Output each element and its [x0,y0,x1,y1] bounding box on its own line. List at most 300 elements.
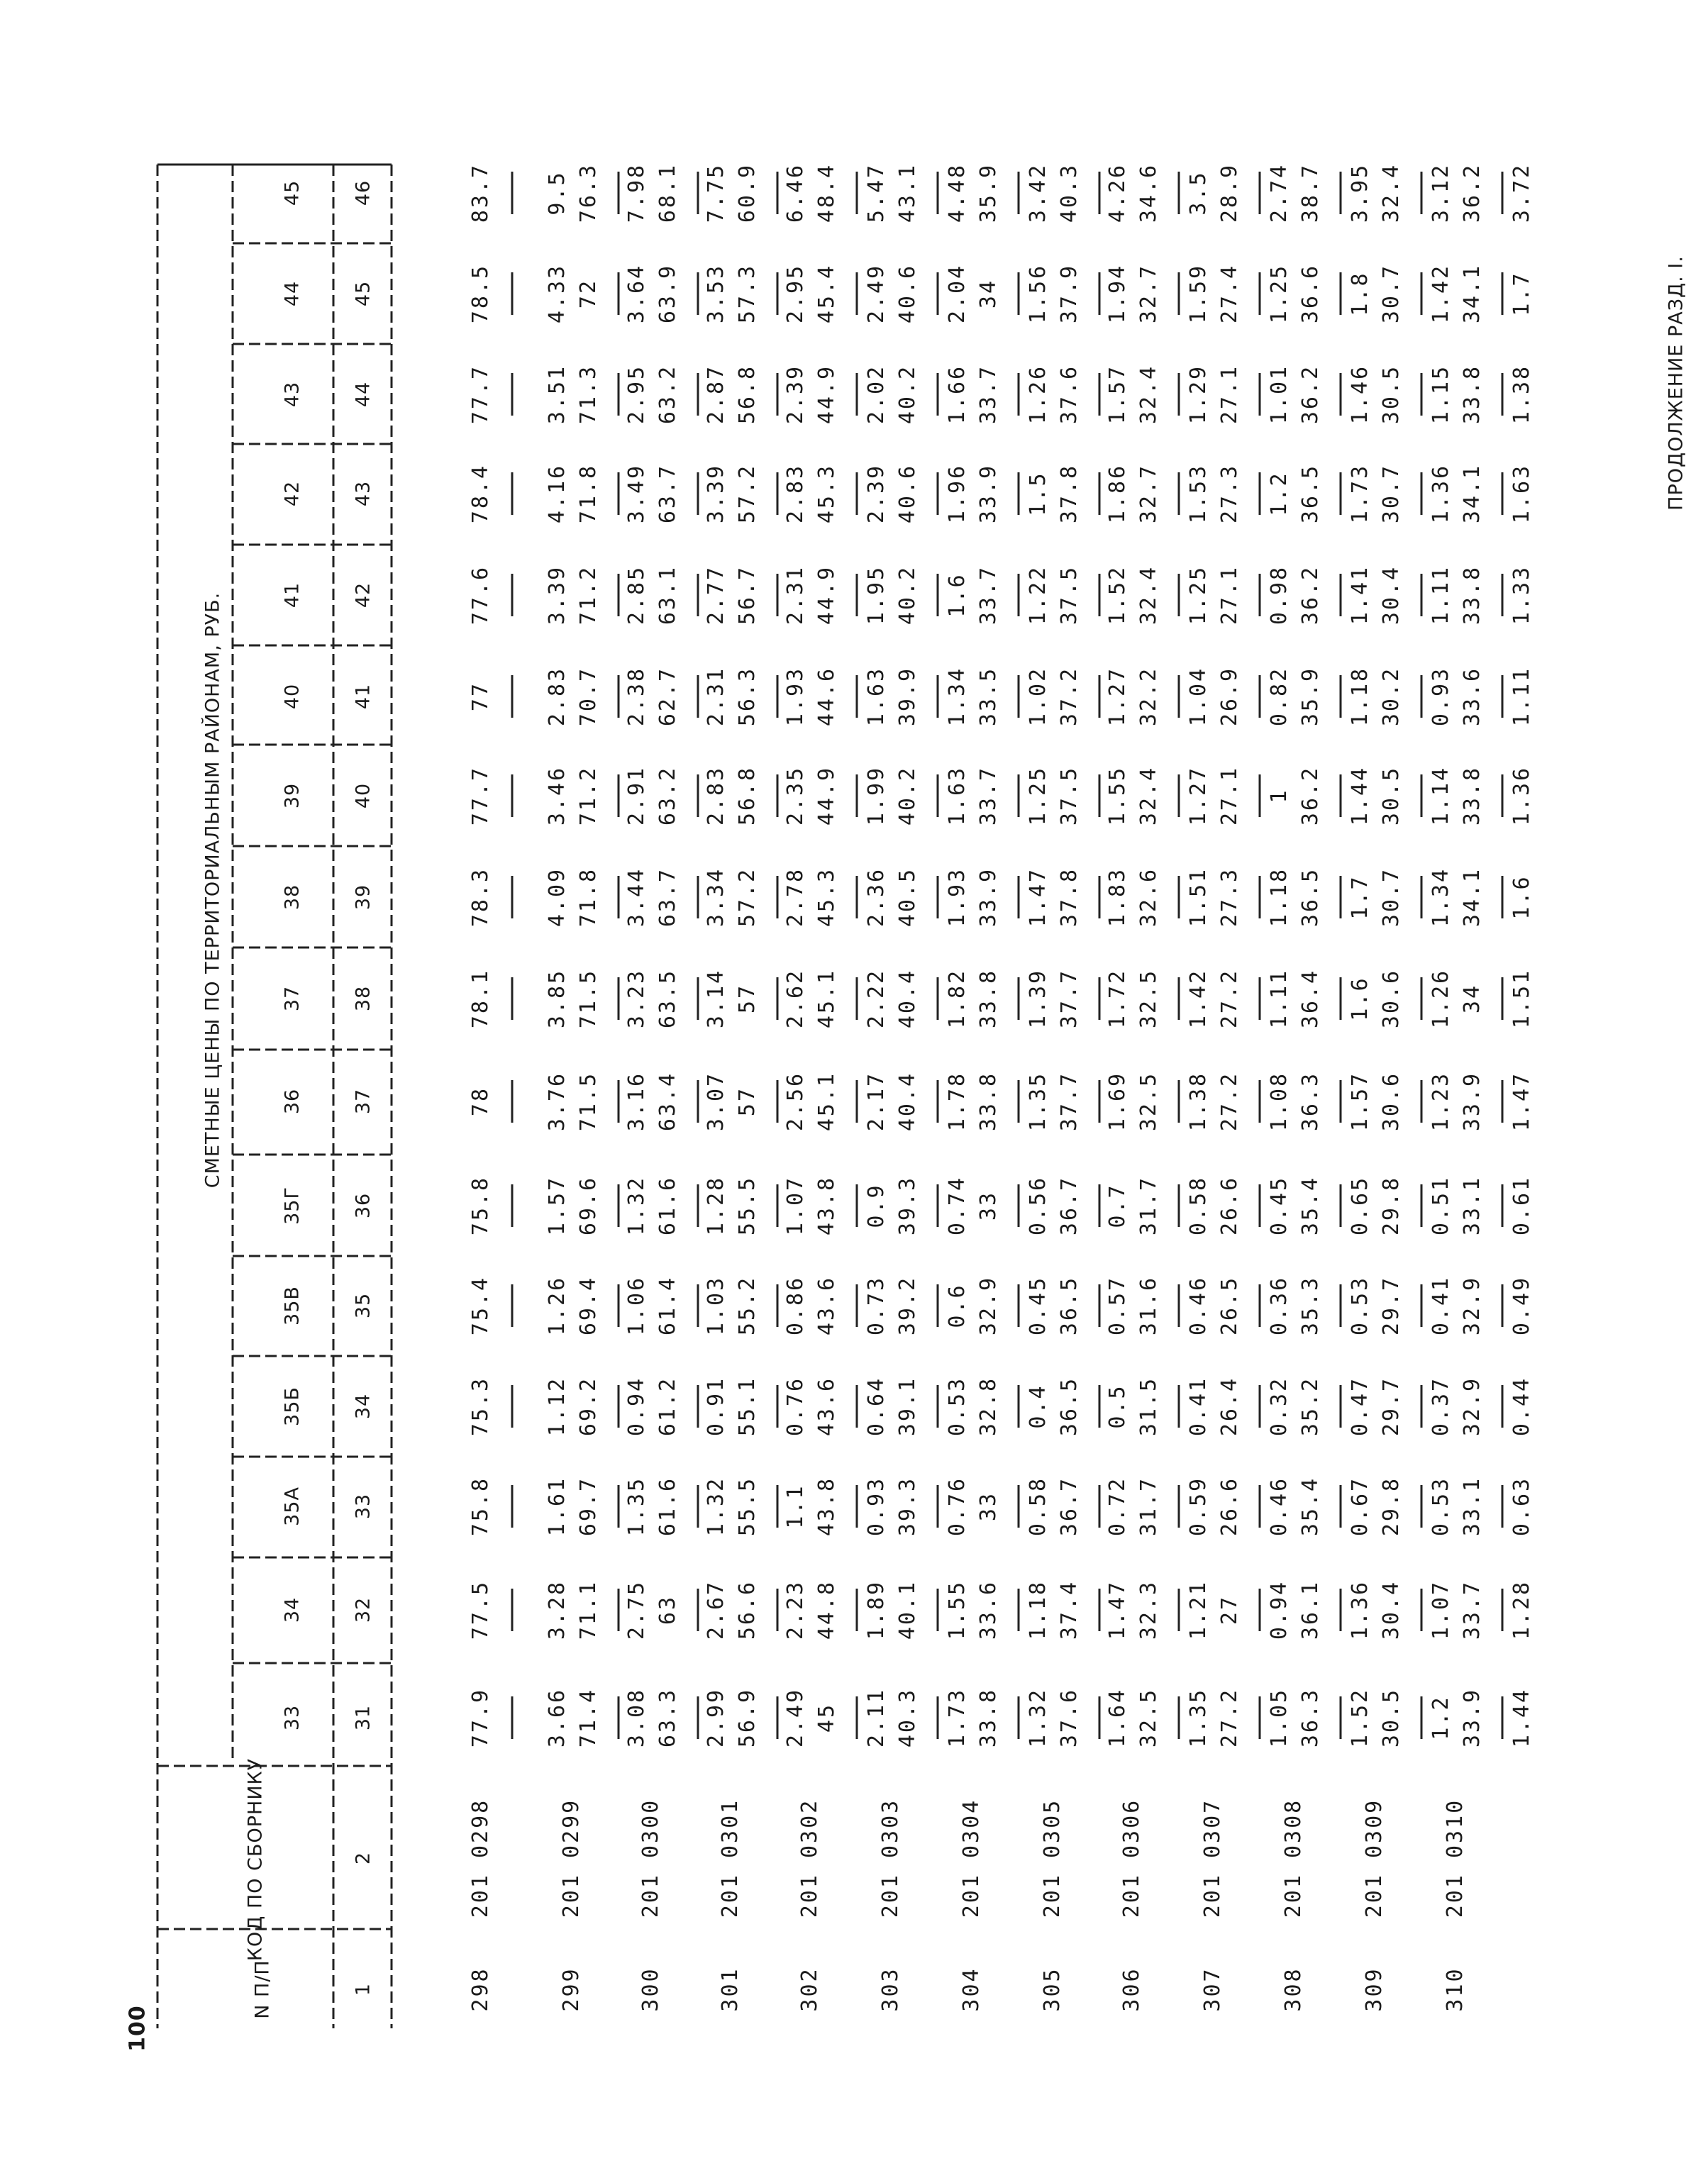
value-upper: 2.78 [783,867,808,928]
value-upper: 2.75 [624,1579,649,1640]
value-upper: 1.42 [1429,263,1453,324]
value-lower: 44.9 [814,565,839,626]
value-upper: 4.26 [1105,162,1130,223]
value-lower: 37.5 [1057,565,1082,626]
value-lower: 36.2 [1298,364,1323,425]
value-upper: 2.91 [624,765,649,826]
value-upper: 1.32 [624,1175,649,1236]
value-lower: 43.6 [814,1275,839,1336]
row-code: 201 0299 [559,1798,584,1918]
value-lower: 62.7 [655,666,680,727]
index-header: 31 [352,1704,375,1731]
value-upper: 0.36 [1267,1275,1292,1336]
value-upper: 1.11 [1509,666,1534,727]
value-upper: 1.25 [1267,263,1292,324]
value-upper: 0.53 [1348,1275,1372,1336]
value-upper: 4.16 [545,463,570,524]
index-header: 42 [352,582,375,608]
value-upper: 2.67 [704,1579,728,1640]
value-upper: 1.32 [704,1476,728,1537]
value-lower: 32.4 [1136,364,1161,425]
value-lower: 33.8 [1460,565,1485,626]
value-lower: 71.5 [576,1071,601,1132]
value-upper: 0.86 [783,1275,808,1336]
value-lower: 30.5 [1379,1687,1404,1748]
value-lower: 38.7 [1298,162,1323,223]
value-lower: 33.7 [976,565,1001,626]
value-lower: 27.3 [1217,463,1242,524]
value-lower: 69.4 [576,1275,601,1336]
row-code: 201 0307 [1200,1798,1225,1918]
value-upper: 7.75 [704,162,728,223]
value-upper: 1.18 [1267,867,1292,928]
value-lower: 37.8 [1057,463,1082,524]
value-lower: 32.8 [976,1376,1001,1437]
value-lower: 55.2 [735,1275,760,1336]
value-upper: 0.64 [864,1376,889,1437]
value-lower: 37.7 [1057,1071,1082,1132]
value-lower: 32.5 [1136,1687,1161,1748]
value-lower: 71.8 [576,867,601,928]
value-lower: 32.5 [1136,1071,1161,1132]
value-lower: 63.7 [655,463,680,524]
row-code: 201 0310 [1443,1798,1468,1918]
value-upper: 1.23 [1429,1071,1453,1132]
district-header: 42 [281,480,304,507]
value-lower: 57 [735,983,760,1014]
value-lower: 35.2 [1298,1376,1323,1437]
value-upper: 1.1 [783,1484,808,1529]
value-upper: 78.1 [468,968,493,1029]
value-lower: 27.4 [1217,263,1242,324]
value-upper: 1.04 [1186,666,1211,727]
value-lower: 31.6 [1136,1275,1161,1336]
value-upper: 0.63 [1509,1476,1534,1537]
row-code: 201 0298 [468,1798,493,1918]
value-upper: 3.39 [704,463,728,524]
value-lower: 44.6 [814,666,839,727]
row-code: 201 0308 [1281,1798,1306,1918]
value-upper: 2.83 [545,666,570,727]
row-number: 310 [1443,1967,1468,2012]
value-upper: 1.51 [1509,968,1534,1029]
value-upper: 2.23 [783,1579,808,1640]
row-number: 300 [638,1967,663,2012]
value-upper: 3.12 [1429,162,1453,223]
district-header: 39 [281,782,304,809]
value-lower: 35.9 [1298,666,1323,727]
value-upper: 1.07 [1429,1579,1453,1640]
value-upper: 78.3 [468,867,493,928]
value-lower: 63 [655,1594,680,1625]
value-upper: 3.34 [704,867,728,928]
value-upper: 1.44 [1348,765,1372,826]
value-upper: 0.76 [783,1376,808,1437]
value-upper: 1.83 [1105,867,1130,928]
index-header: 33 [352,1493,375,1520]
value-lower: 57.2 [735,867,760,928]
value-upper: 0.53 [945,1376,970,1437]
value-lower: 33.8 [976,1687,1001,1748]
value-lower: 30.7 [1379,463,1404,524]
value-upper: 1.63 [864,666,889,727]
value-lower: 37.4 [1057,1579,1082,1640]
value-upper: 1.73 [945,1687,970,1748]
value-upper: 2.22 [864,968,889,1029]
value-lower: 30.4 [1379,565,1404,626]
value-upper: 1.36 [1429,463,1453,524]
value-upper: 1.22 [1026,565,1050,626]
value-lower: 37.8 [1057,867,1082,928]
value-upper: 1.41 [1348,565,1372,626]
value-upper: 3.42 [1026,162,1050,223]
value-lower: 63.2 [655,364,680,425]
value-upper: 1.59 [1186,263,1211,324]
value-upper: 78 [468,1086,493,1117]
row-number: 299 [559,1967,584,2012]
index-header: 35 [352,1292,375,1319]
value-upper: 1.15 [1429,364,1453,425]
value-lower: 33.9 [1460,1071,1485,1132]
district-header: 35А [281,1486,304,1526]
value-lower: 71.1 [576,1579,601,1640]
value-lower: 30.5 [1379,765,1404,826]
value-lower: 27.1 [1217,364,1242,425]
value-lower: 40.4 [895,968,920,1029]
value-upper: 3.44 [624,867,649,928]
value-lower: 69.7 [576,1476,601,1537]
value-upper: 3.28 [545,1579,570,1640]
value-lower: 60.9 [735,162,760,223]
value-upper: 1.52 [1105,565,1130,626]
value-lower: 55.1 [735,1376,760,1437]
value-lower: 63.7 [655,867,680,928]
value-upper: 0.44 [1509,1376,1534,1437]
value-lower: 33.7 [976,765,1001,826]
value-lower: 40.3 [895,1687,920,1748]
value-lower: 39.2 [895,1275,920,1336]
value-upper: 0.94 [1267,1579,1292,1640]
value-lower: 36.4 [1298,968,1323,1029]
value-upper: 1.61 [545,1476,570,1537]
value-lower: 32.9 [1460,1275,1485,1336]
value-lower: 32.9 [1460,1376,1485,1437]
index-header: 39 [352,884,375,911]
value-lower: 37.5 [1057,765,1082,826]
value-upper: 0.76 [945,1476,970,1537]
value-upper: 77.9 [468,1687,493,1748]
value-lower: 56.9 [735,1687,760,1748]
value-upper: 77 [468,681,493,712]
value-lower: 28.9 [1217,162,1242,223]
value-upper: 1.02 [1026,666,1050,727]
value-upper: 2.49 [783,1687,808,1748]
value-upper: 2.11 [864,1687,889,1748]
value-lower: 36.5 [1298,463,1323,524]
value-upper: 1.35 [1026,1071,1050,1132]
value-lower: 37.6 [1057,364,1082,425]
value-upper: 3.72 [1509,162,1534,223]
value-upper: 1.57 [1348,1071,1372,1132]
value-upper: 2.95 [783,263,808,324]
value-upper: 1.29 [1186,364,1211,425]
district-header: 45 [281,179,304,206]
value-upper: 1.08 [1267,1071,1292,1132]
value-lower: 33 [976,1491,1001,1522]
value-upper: 0.45 [1026,1275,1050,1336]
value-lower: 61.4 [655,1275,680,1336]
value-upper: 2.49 [864,263,889,324]
district-header: 44 [281,280,304,307]
value-upper: 1.8 [1348,271,1372,316]
index-header: 41 [352,683,375,710]
value-lower: 39.1 [895,1376,920,1437]
value-lower: 29.7 [1379,1376,1404,1437]
value-upper: 0.51 [1429,1175,1453,1236]
value-lower: 32.9 [976,1275,1001,1336]
value-lower: 30.4 [1379,1579,1404,1640]
value-lower: 32.5 [1136,968,1161,1029]
value-lower: 36.7 [1057,1175,1082,1236]
index-header: 32 [352,1596,375,1623]
value-upper: 1.28 [1509,1579,1534,1640]
value-lower: 63.5 [655,968,680,1029]
value-upper: 0.94 [624,1376,649,1437]
value-lower: 71.5 [576,968,601,1029]
value-upper: 75.3 [468,1376,493,1437]
value-lower: 40.6 [895,463,920,524]
value-lower: 33.8 [1460,364,1485,425]
value-lower: 40.2 [895,364,920,425]
value-upper: 2.85 [624,565,649,626]
value-upper: 7.98 [624,162,649,223]
value-upper: 2.83 [783,463,808,524]
value-upper: 1.6 [1348,976,1372,1021]
index-header: 36 [352,1192,375,1219]
value-upper: 0.47 [1348,1376,1372,1437]
value-lower: 29.8 [1379,1175,1404,1236]
value-lower: 45.4 [814,263,839,324]
value-lower: 71.4 [576,1687,601,1748]
value-upper: 1.26 [1429,968,1453,1029]
value-lower: 48.4 [814,162,839,223]
value-upper: 0.49 [1509,1275,1534,1336]
index-header: 45 [352,280,375,307]
value-upper: 1.34 [945,666,970,727]
value-upper: 3.64 [624,263,649,324]
value-upper: 1.57 [545,1175,570,1236]
value-lower: 36.1 [1298,1579,1323,1640]
value-lower: 36.6 [1298,263,1323,324]
value-upper: 1.52 [1348,1687,1372,1748]
value-lower: 45 [814,1702,839,1733]
value-upper: 1.47 [1105,1579,1130,1640]
value-upper: 1.38 [1186,1071,1211,1132]
value-upper: 1.06 [624,1275,649,1336]
value-upper: 1.25 [1026,765,1050,826]
value-lower: 36.2 [1298,565,1323,626]
value-upper: 9.5 [545,170,570,216]
value-lower: 37.2 [1057,666,1082,727]
index-header: 34 [352,1393,375,1420]
value-upper: 1.05 [1267,1687,1292,1748]
row-code: 201 0301 [718,1798,743,1918]
value-upper: 1.96 [945,463,970,524]
value-lower: 40.5 [895,867,920,928]
value-lower: 40.2 [895,565,920,626]
value-upper: 1.03 [704,1275,728,1336]
value-upper: 0.58 [1186,1175,1211,1236]
value-upper: 2.83 [704,765,728,826]
value-upper: 1.18 [1026,1579,1050,1640]
value-upper: 1.35 [624,1476,649,1537]
district-header: 36 [281,1088,304,1115]
value-lower: 26.6 [1217,1175,1242,1236]
value-upper: 1.93 [945,867,970,928]
value-lower: 34.6 [1136,162,1161,223]
value-upper: 2.95 [624,364,649,425]
value-upper: 78.4 [468,463,493,524]
value-upper: 1.36 [1348,1579,1372,1640]
value-upper: 0.46 [1267,1476,1292,1537]
value-upper: 1.18 [1348,666,1372,727]
value-lower: 27.1 [1217,765,1242,826]
row-number: 307 [1200,1967,1225,2012]
value-lower: 30.7 [1379,867,1404,928]
value-upper: 2.35 [783,765,808,826]
value-upper: 1.89 [864,1579,889,1640]
value-upper: 77.7 [468,765,493,826]
value-lower: 33.8 [976,968,1001,1029]
value-lower: 27.2 [1217,1687,1242,1748]
value-lower: 43.6 [814,1376,839,1437]
value-lower: 71.2 [576,565,601,626]
value-lower: 32.4 [1379,162,1404,223]
value-lower: 35.3 [1298,1275,1323,1336]
value-lower: 33.1 [1460,1476,1485,1537]
value-upper: 83.7 [468,162,493,223]
value-lower: 61.6 [655,1476,680,1537]
continuation-label: ПРОДОЛЖЕНИЕ РАЗД. I. [1665,255,1687,511]
value-upper: 3.95 [1348,162,1372,223]
value-lower: 26.6 [1217,1476,1242,1537]
value-upper: 1.47 [1026,867,1050,928]
value-upper: 2.36 [864,867,889,928]
value-lower: 37.6 [1057,1687,1082,1748]
value-upper: 1.47 [1509,1071,1534,1132]
value-upper: 1.26 [545,1275,570,1336]
value-lower: 36.5 [1298,867,1323,928]
value-lower: 33 [976,1190,1001,1221]
value-upper: 0.5 [1105,1384,1130,1429]
value-lower: 26.4 [1217,1376,1242,1437]
value-upper: 1.01 [1267,364,1292,425]
value-lower: 33.9 [1460,1687,1485,1748]
value-lower: 30.7 [1379,263,1404,324]
value-upper: 3.85 [545,968,570,1029]
row-number: 303 [878,1967,903,2012]
value-upper: 0.9 [864,1183,889,1228]
value-lower: 26.9 [1217,666,1242,727]
value-upper: 1.69 [1105,1071,1130,1132]
value-upper: 75.8 [468,1175,493,1236]
value-lower: 31.7 [1136,1476,1161,1537]
value-upper: 1.55 [1105,765,1130,826]
value-lower: 63.9 [655,263,680,324]
value-lower: 45.3 [814,867,839,928]
value-lower: 56.7 [735,565,760,626]
value-lower: 33.6 [976,1579,1001,1640]
value-upper: 1.6 [1509,874,1534,920]
value-upper: 1.33 [1509,565,1534,626]
value-lower: 70.7 [576,666,601,727]
value-upper: 4.09 [545,867,570,928]
value-upper: 0.56 [1026,1175,1050,1236]
district-header: 35В [281,1286,304,1326]
district-header: 34 [281,1596,304,1623]
value-upper: 0.65 [1348,1175,1372,1236]
value-lower: 35.4 [1298,1476,1323,1537]
value-upper: 3.08 [624,1687,649,1748]
value-upper: 3.39 [545,565,570,626]
value-upper: 4.33 [545,263,570,324]
value-lower: 30.5 [1379,364,1404,425]
value-upper: 0.93 [1429,666,1453,727]
row-code: 201 0300 [638,1798,663,1918]
value-upper: 0.59 [1186,1476,1211,1537]
value-upper: 2.38 [624,666,649,727]
value-upper: 0.74 [945,1175,970,1236]
value-upper: 0.91 [704,1376,728,1437]
row-code: 201 0305 [1040,1798,1065,1918]
district-header: 43 [281,381,304,408]
index-np: 1 [352,1982,375,1996]
value-upper: 1.56 [1026,263,1050,324]
value-lower: 43.8 [814,1175,839,1236]
value-lower: 56.3 [735,666,760,727]
value-lower: 40.3 [1057,162,1082,223]
col-header-np: N П/П [251,1960,274,2019]
value-lower: 32.4 [1136,565,1161,626]
value-lower: 33.7 [1460,1579,1485,1640]
value-lower: 76.3 [576,162,601,223]
index-header: 43 [352,480,375,507]
value-upper: 75.4 [468,1275,493,1336]
value-lower: 43.8 [814,1476,839,1537]
value-upper: 3.16 [624,1071,649,1132]
value-lower: 45.1 [814,968,839,1029]
value-lower: 57.3 [735,263,760,324]
value-upper: 2.31 [704,666,728,727]
value-upper: 2.87 [704,364,728,425]
value-upper: 0.41 [1429,1275,1453,1336]
value-upper: 1.78 [945,1071,970,1132]
value-lower: 37.9 [1057,263,1082,324]
value-lower: 27.3 [1217,867,1242,928]
value-lower: 36.3 [1298,1071,1323,1132]
value-lower: 44.9 [814,364,839,425]
value-upper: 2.04 [945,263,970,324]
value-upper: 1.2 [1267,471,1292,516]
value-upper: 77.5 [468,1579,493,1640]
value-lower: 35.4 [1298,1175,1323,1236]
value-lower: 40.1 [895,1579,920,1640]
value-upper: 1.55 [945,1579,970,1640]
value-lower: 44.9 [814,765,839,826]
value-upper: 1.27 [1105,666,1130,727]
district-header: 40 [281,683,304,710]
value-lower: 39.3 [895,1476,920,1537]
